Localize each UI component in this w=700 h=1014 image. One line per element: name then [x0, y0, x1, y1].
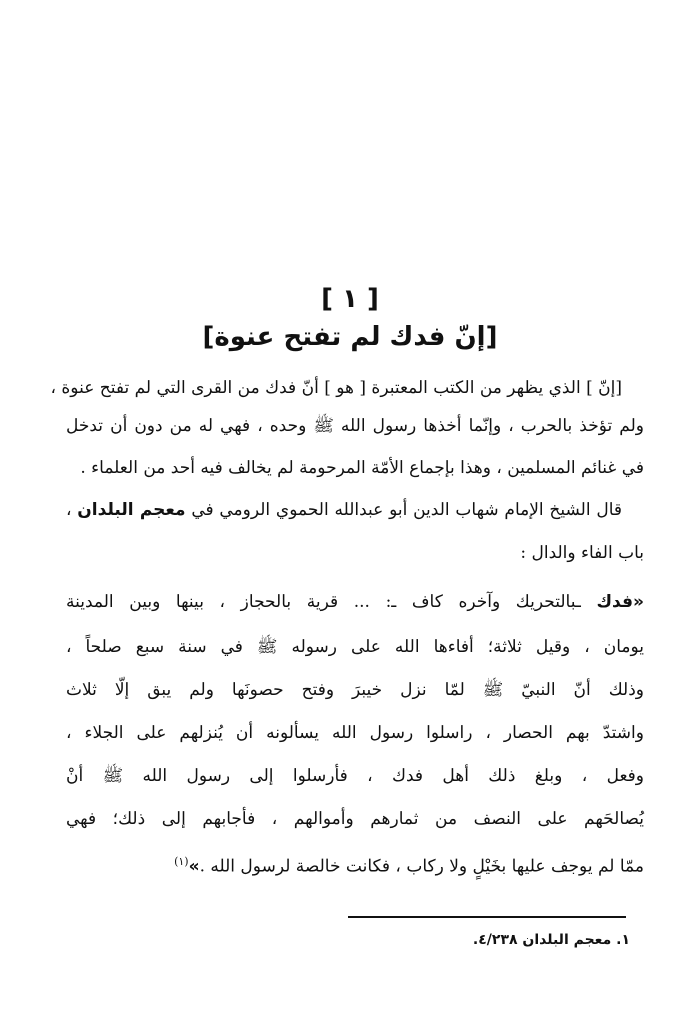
quote-line-3: وذلك أنّ النبيّ ﷺ لمّا نزل خيبرَ وفتح حصونَها ولم يبق إلّا ثلاث — [66, 680, 644, 700]
citation-suffix: ، — [66, 500, 72, 520]
chapter-number: [ ١ ] — [321, 284, 379, 314]
intro-line-3: في غنائم المسلمين ، وهذا بإجماع الأمّة المرحومة لم يخالف فيه أحد من العلماء . — [80, 458, 644, 478]
quote-line-7-text: ممّا لم يوجف عليها بخَيْلٍ ولا ركاب ، فكانت خالصة لرسول الله . — [199, 856, 644, 877]
chapter-title: [إنّ فدك لم تفتح عنوة] — [202, 322, 498, 352]
footnote-divider — [348, 916, 626, 918]
citation-book-title: معجم البلدان — [77, 500, 186, 520]
quote-line-5: وفعل ، وبلغ ذلك أهل فدك ، فأرسلوا إلى رسول الله ﷺ أنْ — [66, 766, 644, 786]
quote-line-6: يُصالحَهم على النصف من ثمارهم وأموالهم ، فأجابهم إلى ذلك؛ فهي — [66, 809, 644, 829]
intro-line-2: ولم تؤخذ بالحرب ، وإنّما أخذها رسول الله ﷺ وحده ، فهي له من دون أن تدخل — [66, 416, 644, 436]
quote-close-mark: » — [188, 856, 200, 877]
citation-prefix: قال الشيخ الإمام شهاب الدين أبو عبدالله الحموي الرومي في — [191, 500, 623, 520]
quote-line-2: يومان ، وقيل ثلاثة؛ أفاءها الله على رسوله ﷺ في سنة سبع صلحاً ، — [66, 637, 644, 657]
quote-line-1 — [66, 589, 644, 615]
footnote-reference[interactable]: (١) — [174, 855, 189, 868]
quote-line-4: واشتدّ بهم الحصار ، راسلوا رسول الله يسألونه أن يُنزلهم على الجلاء ، — [66, 723, 644, 743]
intro-line-1: [إنّ ] الذي يظهر من الكتب المعتبرة [ هو ] أنّ فدك من القرى التي لم تفتح عنوة ، — [50, 378, 622, 398]
quote-line-7 — [66, 849, 644, 880]
footnote: ١. معجم البلدان ٤/٢٣٨. — [472, 932, 630, 948]
citation-line-1 — [66, 497, 622, 523]
quote-line-1-text: ـبالتحريك وآخره كاف ـ: ... قرية بالحجاز ، بينها وبين المدينة — [66, 592, 597, 612]
quote-keyword: فدك — [596, 592, 634, 612]
citation-line-2: باب الفاء والدال : — [520, 543, 644, 563]
quote-open-mark: « — [633, 592, 644, 612]
